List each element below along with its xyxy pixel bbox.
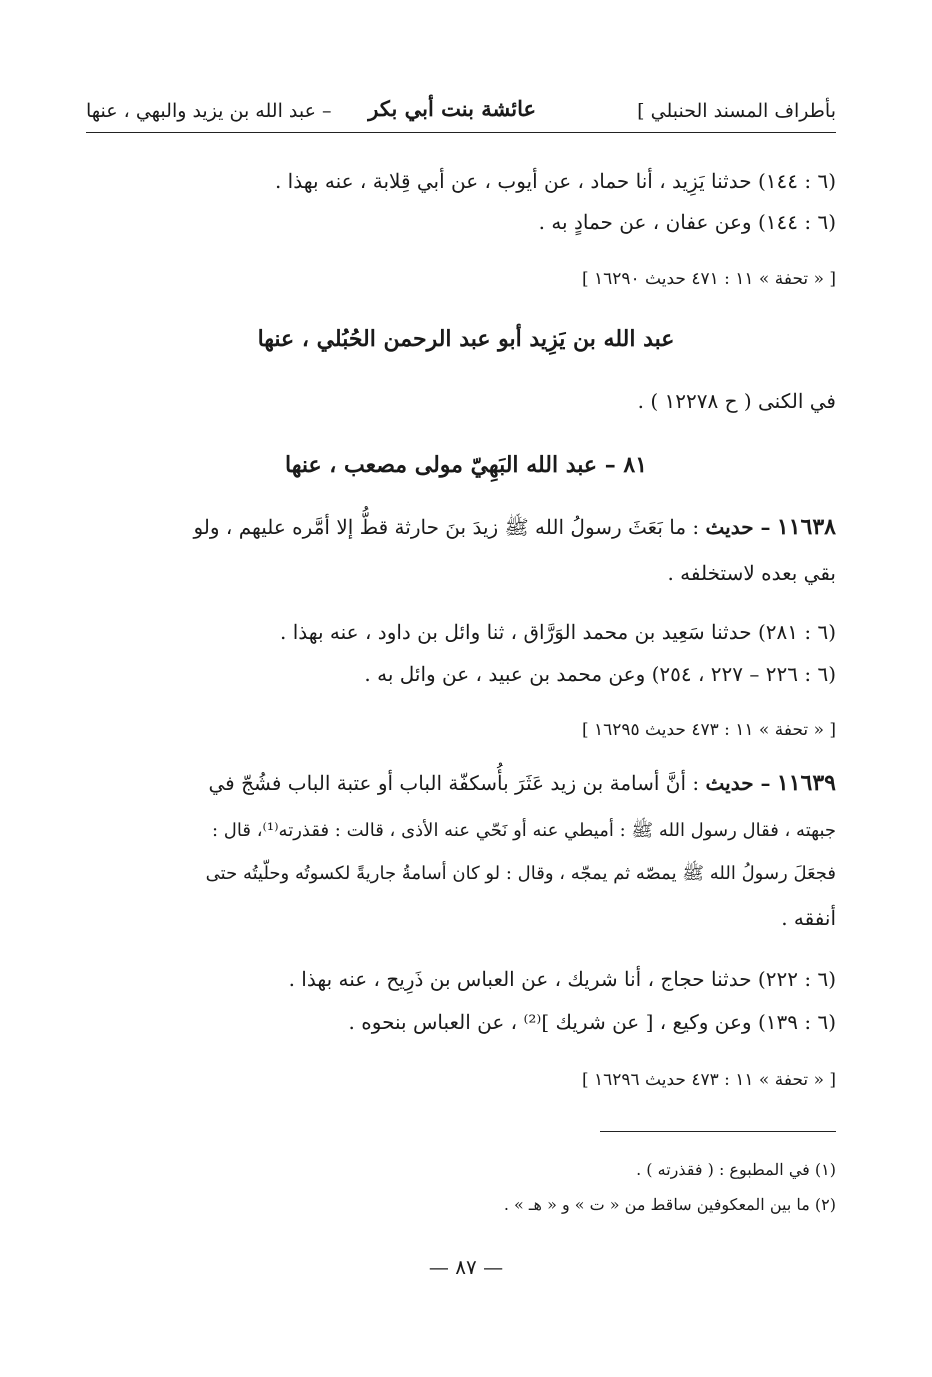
cross-reference-note: في الكنى ( ح ١٢٢٧٨ ) . <box>637 389 836 413</box>
narrator-heading: عبد الله بن يَزِيد أبو عبد الرحمن الحُبُلي ، عنها <box>257 326 675 352</box>
header-subsection-title: – عبد الله بن يزيد والبهي ، عنها <box>86 100 332 122</box>
footnote-separator <box>600 1131 836 1132</box>
hadith-label: – حديث <box>705 771 771 795</box>
hadith-text-line: جبهته ، فقال رسول الله ﷺ : أميطي عنه أو نَحّي عنه الأذى ، قالت : فقذرته⁽¹⁾، قال : <box>212 820 836 841</box>
section-heading-81: ٨١ – عبد الله البَهِيّ مولى مصعب ، عنها <box>284 452 648 478</box>
hadith-text: : أنَّ أسامة بن زيد عَثَرَ بأُسكفّة الباب أو عتبة الباب فشُجّ في <box>208 771 700 795</box>
tuhfa-reference: [ « تحفة » ١١ : ٤٧٣ حديث ١٦٢٩٥ ] <box>581 720 836 740</box>
hadith-text-line: بقي بعده لاستخلفه . <box>667 561 836 585</box>
footnote-1: (١) في المطبوع : ( فقذرته ) . <box>636 1160 836 1179</box>
source-line: (٦ : ١٤٤) وعن عفان ، عن حمادٍ به . <box>538 210 836 234</box>
source-line: (٦ : ١٣٩) وعن وكيع ، [ عن شريك ]⁽²⁾ ، عن العباس بنحوه . <box>348 1010 836 1034</box>
hadith-text: : ما بَعَثَ رسولُ الله ﷺ زيدَ بنَ حارثة قطُّ إلا أمَّره عليهم ، ولو <box>193 515 700 539</box>
tuhfa-reference: [ « تحفة » ١١ : ٤٧٣ حديث ١٦٢٩٦ ] <box>581 1070 836 1090</box>
header-section-title: عائشة بنت أبي بكر <box>368 96 536 121</box>
hadith-text-line: فجعَلَ رسولُ الله ﷺ يمصّه ثم يمجّه ، وقال : لو كان أسامةُ جاريةً لكسوتُه وحلّيتُه حتى <box>205 863 836 884</box>
hadith-number: ١١٦٣٩ <box>776 770 836 796</box>
hadith-number: ١١٦٣٨ <box>776 514 836 540</box>
hadith-text-line: أنفقه . <box>781 906 836 930</box>
hadith-text-line <box>96 766 836 800</box>
hadith-text-line <box>96 510 836 544</box>
source-line: (٦ : ٢٨١) حدثنا سَعِيد بن محمد الوَرَّاق ، ثنا وائل بن داود ، عنه بهذا . <box>280 620 836 644</box>
source-line: (٦ : ٢٢٢) حدثنا حجاج ، أنا شريك ، عن العباس بن ذَرِيح ، عنه بهذا . <box>288 967 836 991</box>
tuhfa-reference: [ « تحفة » ١١ : ٤٧١ حديث ١٦٢٩٠ ] <box>581 269 836 289</box>
hadith-label: – حديث <box>705 515 771 539</box>
running-header <box>86 96 836 133</box>
source-line: (٦ : ١٤٤) حدثنا يَزِيد ، أنا حماد ، عن أيوب ، عن أبي قِلابة ، عنه بهذا . <box>274 169 836 193</box>
footnote-2: (٢) ما بين المعكوفين ساقط من « ت » و « هـ » . <box>503 1195 836 1214</box>
page-number: — ٨٧ — <box>428 1255 504 1279</box>
source-line: (٦ : ٢٢٦ – ٢٢٧ ، ٢٥٤) وعن محمد بن عبيد ، عن وائل به . <box>364 662 836 686</box>
header-book-title: بأطراف المسند الحنبلي ] <box>637 100 836 122</box>
